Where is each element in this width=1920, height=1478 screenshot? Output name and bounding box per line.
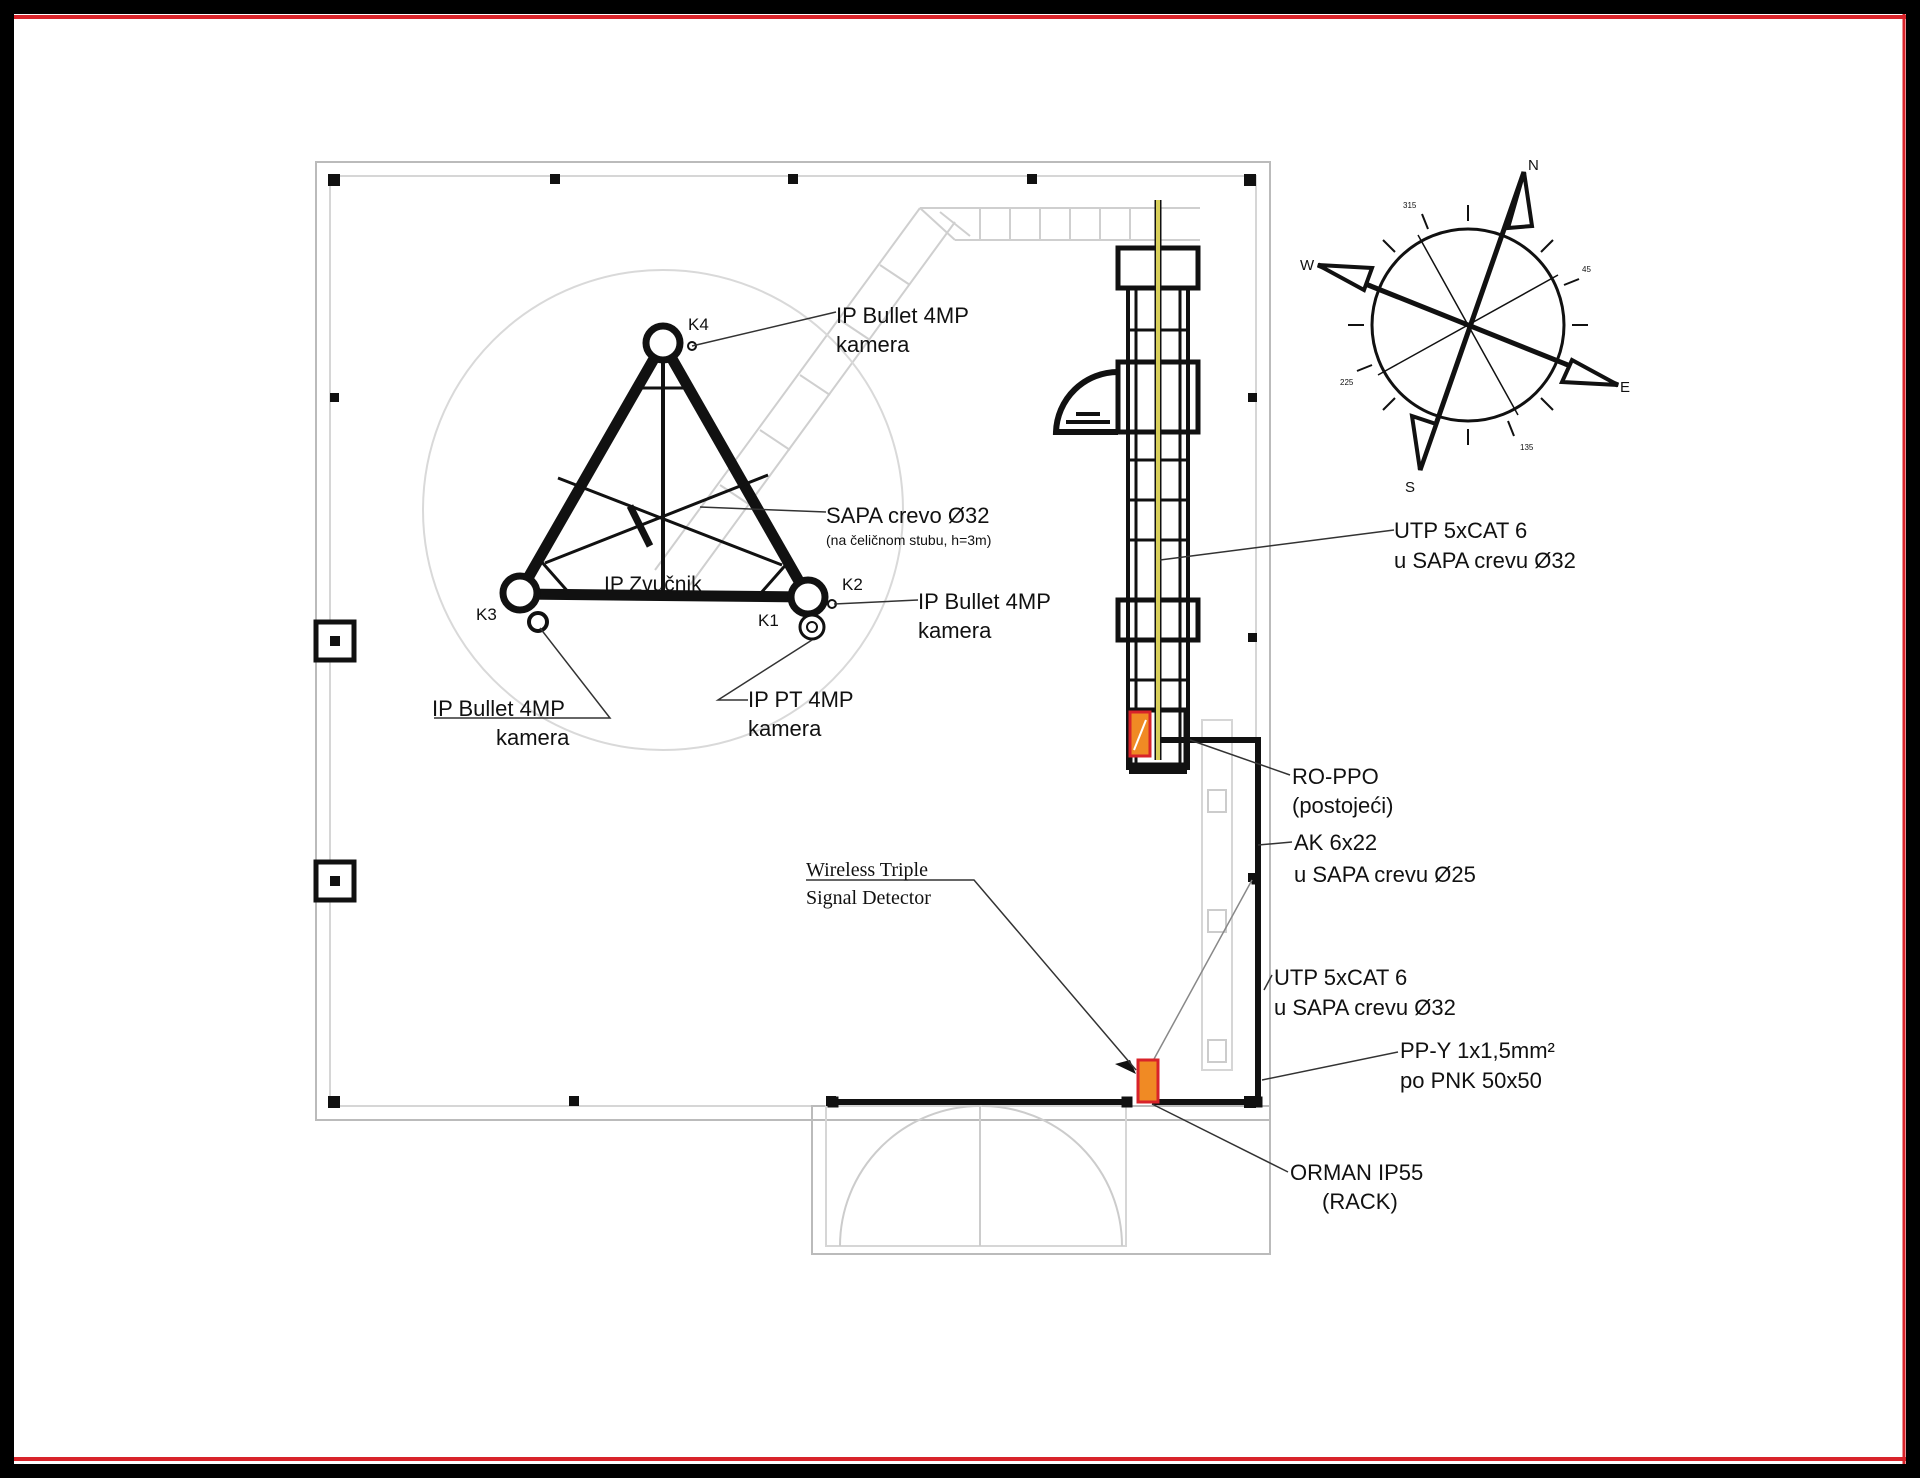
label-cam-k1-line2: kamera [748, 716, 822, 741]
label-cam-k3-line1: IP Bullet 4MP [432, 696, 565, 721]
compass-west-label: W [1300, 257, 1315, 274]
label-orman-line2: (RACK) [1322, 1189, 1398, 1214]
label-cam-k2-line1: IP Bullet 4MP [918, 589, 1051, 614]
compass-east-label: E [1620, 379, 1631, 396]
compass-deg-225: 225 [1340, 378, 1354, 387]
label-ak-line1: AK 6x22 [1294, 830, 1378, 855]
label-cam-k4-line1: IP Bullet 4MP [836, 303, 969, 328]
label-sapa-line2: (na čeličnom stubu, h=3m) [826, 532, 992, 548]
compass-south-label: S [1405, 479, 1416, 496]
marker-k2: K2 [842, 575, 863, 594]
label-wireless-line2: Signal Detector [806, 887, 931, 909]
label-utp-bottom-line1: UTP 5xCAT 6 [1274, 965, 1408, 990]
label-cam-k2-line2: kamera [918, 618, 992, 643]
compass-deg-315: 315 [1403, 201, 1417, 210]
marker-k3: K3 [476, 605, 497, 624]
label-cam-k1-line1: IP PT 4MP [748, 687, 854, 712]
label-utp-bottom-line2: u SAPA crevu Ø32 [1274, 995, 1456, 1020]
label-ppy-line2: po PNK 50x50 [1400, 1068, 1542, 1093]
marker-k1: K1 [758, 611, 779, 630]
label-cam-k3-line2: kamera [496, 725, 570, 750]
label-ak-line2: u SAPA crevu Ø25 [1294, 862, 1476, 887]
label-utp-top-line2: u SAPA crevu Ø32 [1394, 548, 1576, 573]
compass-north-label: N [1528, 157, 1539, 174]
label-orman-line1: ORMAN IP55 [1290, 1160, 1424, 1185]
label-ro-ppo-line2: (postojeći) [1292, 793, 1394, 818]
compass-deg-135: 135 [1520, 443, 1534, 452]
label-sapa-line1: SAPA crevo Ø32 [826, 503, 990, 528]
compass-deg-45: 45 [1582, 265, 1591, 274]
orman-rack-cabinet [1138, 1060, 1158, 1102]
label-wireless-line1: Wireless Triple [806, 859, 928, 881]
label-cam-k4-line2: kamera [836, 332, 910, 357]
label-utp-top-line1: UTP 5xCAT 6 [1394, 518, 1528, 543]
label-speaker: IP Zvučnik [604, 573, 702, 596]
marker-k4: K4 [688, 315, 709, 334]
label-ppy-line1: PP-Y 1x1,5mm² [1400, 1038, 1555, 1063]
label-ro-ppo-line1: RO-PPO [1292, 764, 1379, 789]
